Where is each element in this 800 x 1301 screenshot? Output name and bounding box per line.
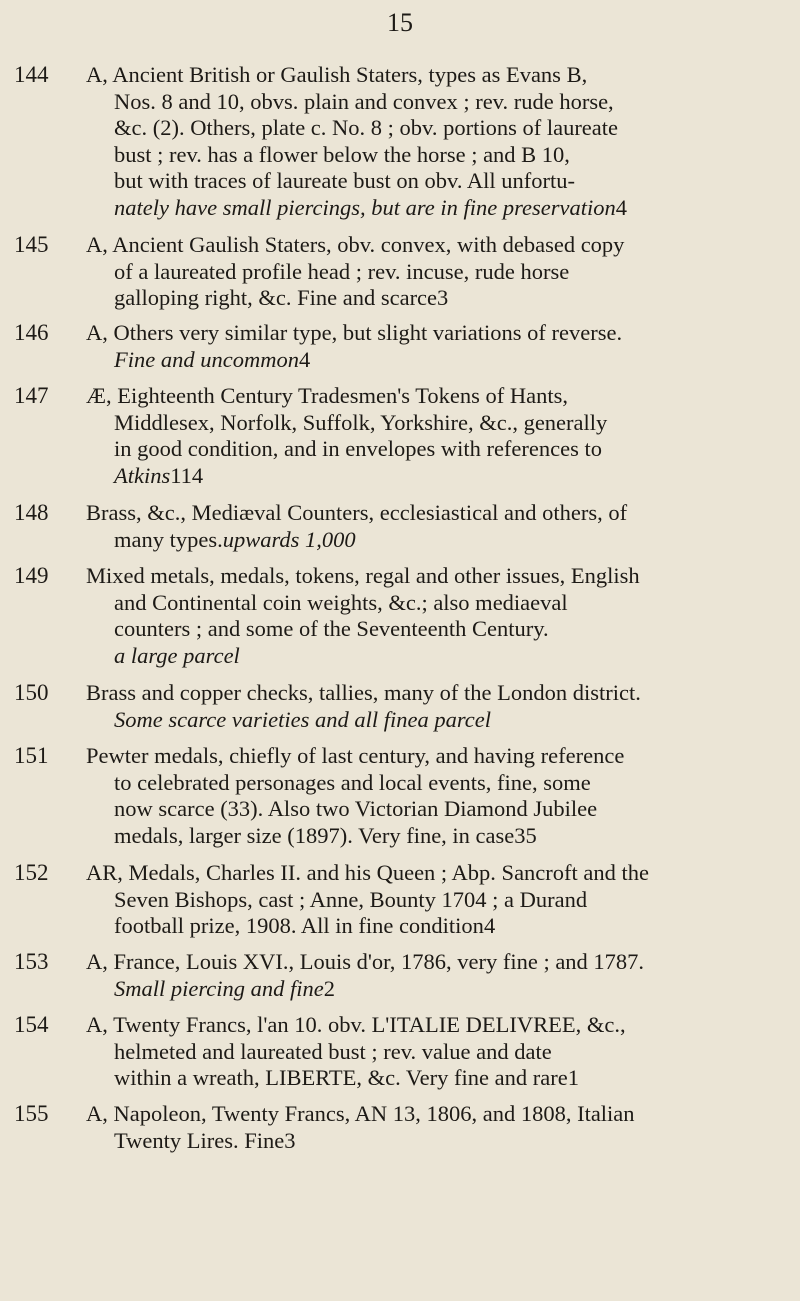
lot-line: of a laureated profile head ; rev. incuse, rude horse <box>114 258 570 284</box>
lot-quantity: 4 <box>615 194 628 220</box>
lot-line: Brass and copper checks, tallies, many of the London district. <box>86 680 641 705</box>
lot-line: now scarce (33). Also two Victorian Diamond Jubilee <box>114 796 598 821</box>
lot-last-line: Small piercing and fine <box>114 975 324 1001</box>
lot-line: counters ; and some of the Seventeenth Century. <box>114 616 549 641</box>
lot-line: A, Twenty Francs, l'an 10. obv. L'ITALIE DELIVREE, &c., <box>86 1012 626 1037</box>
lot-line: &c. (2). Others, plate c. No. 8 ; obv. portions of laureate <box>114 115 619 140</box>
lot-last-line: football prize, 1908. All in fine condition <box>114 913 484 938</box>
lot-line: Nos. 8 and 10, obvs. plain and convex ; rev. rude horse, <box>114 88 614 114</box>
lot-last-line: Fine and uncommon <box>114 346 299 372</box>
lot-quantity: 1 <box>567 1065 579 1090</box>
lot-description <box>86 320 786 373</box>
lot-line: helmeted and laureated bust ; rev. value and date <box>114 1038 552 1064</box>
lot-last-line: Atkins <box>114 462 171 488</box>
lot-last-line: Some scarce varieties and all fine <box>114 706 418 732</box>
lot-description <box>86 1101 786 1154</box>
lot-description <box>86 860 786 940</box>
lot-quantity: upwards 1,000 <box>222 526 356 552</box>
lot-quantity: 3 <box>284 1127 296 1153</box>
lot-line: A, Ancient Gaulish Staters, obv. convex, with debased copy <box>86 232 625 257</box>
lot-number: 145 <box>14 232 49 257</box>
lot-number: 148 <box>14 500 49 525</box>
lot-line: Mixed metals, medals, tokens, regal and other issues, English <box>86 563 640 588</box>
lot-quantity: a parcel <box>417 706 491 732</box>
lot-line: AR, Medals, Charles II. and his Queen ; Abp. Sancroft and the <box>86 860 650 885</box>
lot-number: 152 <box>14 860 49 885</box>
lot-last-line: nately have small piercings, but are in fine preservation <box>114 194 616 220</box>
lot-line: A, France, Louis XVI., Louis d'or, 1786, very fine ; and 1787. <box>86 949 645 974</box>
lot-line: Brass, &c., Mediæval Counters, ecclesiastical and others, of <box>86 500 628 525</box>
lot-description <box>86 500 786 553</box>
lot-line: A, Napoleon, Twenty Francs, AN 13, 1806, and 1808, Italian <box>86 1101 635 1126</box>
lot-description <box>86 1012 786 1092</box>
lot-description <box>86 383 786 489</box>
lot-number: 147 <box>14 383 49 408</box>
lot-quantity: 4 <box>483 913 496 938</box>
lot-quantity: 4 <box>298 346 311 372</box>
lot-line: Middlesex, Norfolk, Suffolk, Yorkshire, &c., generally <box>114 409 608 435</box>
lot-last-line: Twenty Lires. Fine <box>114 1127 285 1153</box>
lot-number: 149 <box>14 563 49 588</box>
lot-number: 150 <box>14 680 49 705</box>
lot-number: 151 <box>14 743 49 768</box>
lot-quantity: 114 <box>170 462 204 488</box>
lot-description <box>86 62 786 221</box>
lot-line: in good condition, and in envelopes with references to <box>114 436 602 461</box>
lot-quantity: 3 <box>437 285 449 310</box>
lot-line: bust ; rev. has a flower below the horse ; and B 10, <box>114 141 570 167</box>
lot-description <box>86 949 786 1002</box>
lot-number: 153 <box>14 949 49 974</box>
lot-last-line: within a wreath, LIBERTE, &c. Very fine and rare <box>114 1065 568 1090</box>
lot-line: Pewter medals, chiefly of last century, and having reference <box>86 743 625 768</box>
page-number: 15 <box>387 8 413 37</box>
lot-line: Æ, Eighteenth Century Tradesmen's Tokens of Hants, <box>86 383 569 408</box>
lot-line: A, Others very similar type, but slight variations of reverse. <box>86 320 623 345</box>
lot-last-line: medals, larger size (1897). Very fine, in case <box>114 822 515 848</box>
lot-quantity: a large parcel <box>114 642 240 668</box>
lot-line: but with traces of laureate bust on obv. All unfortu- <box>114 168 575 193</box>
lot-number: 154 <box>14 1012 49 1037</box>
lot-description <box>86 743 786 849</box>
lot-line: to celebrated personages and local events, fine, some <box>114 769 591 795</box>
lot-number: 155 <box>14 1101 49 1126</box>
lot-line: Seven Bishops, cast ; Anne, Bounty 1704 ; a Durand <box>114 886 588 912</box>
lot-description <box>86 232 786 312</box>
lot-number: 144 <box>14 62 49 87</box>
lot-line: A, Ancient British or Gaulish Staters, types as Evans B, <box>86 62 588 87</box>
lot-quantity: 2 <box>323 975 336 1001</box>
lot-last-line: galloping right, &c. Fine and scarce <box>114 285 438 310</box>
lot-quantity: 35 <box>514 822 537 848</box>
lot-last-line: many types. <box>114 526 223 552</box>
lot-line: and Continental coin weights, &c.; also mediaeval <box>114 589 568 615</box>
lot-number: 146 <box>14 320 49 345</box>
lot-description <box>86 563 786 669</box>
lot-description <box>86 680 786 733</box>
